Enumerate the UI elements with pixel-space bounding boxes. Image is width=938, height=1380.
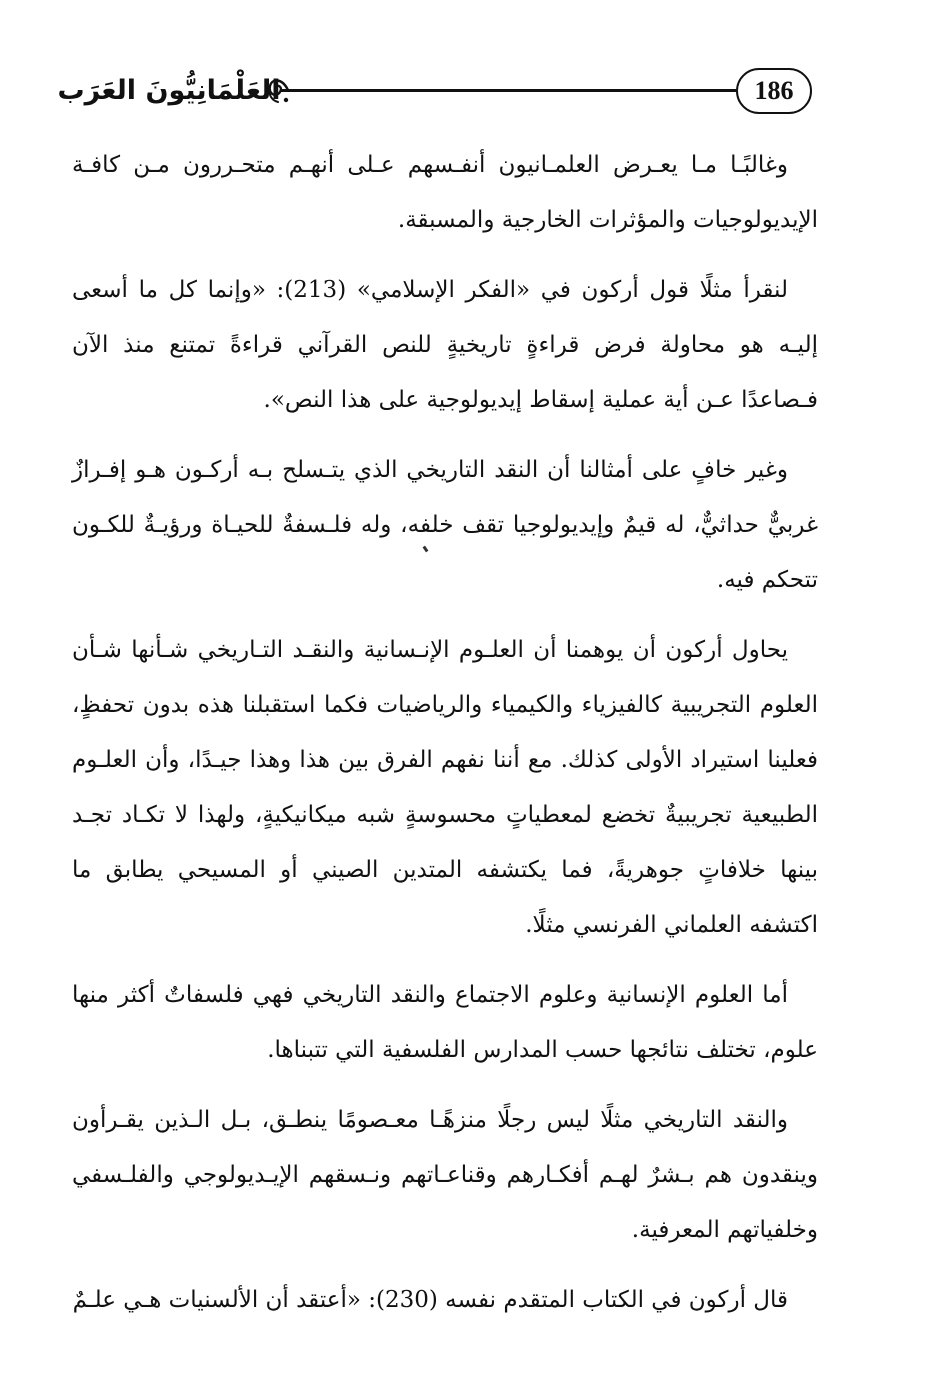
running-header [57, 62, 810, 118]
paragraph: يحاول أركون أن يوهمنا أن العلـوم الإنـسانية والنقـد التـاريخي شـأنها شـأن العلوم التجريبية كالفيزياء والكيمياء والرياضيات فكما استقبلنا هذه بدون تحفظٍ، فعلينا استيراد الأولى كذلك. مع أننا نفهم الفرق بين هذا وهذا جيـدًا، وأن العلـوم الطبيعية تجريبيةٌ تخضع لمعطياتٍ محسوسةٍ شبه ميكانيكيةٍ، ولهذا لا تكـاد تجـد بينها خلافاتٍ جوهريةً، فما يكتشفه المتدين الصيني أو المسيحي يطابق ما اكتشفه العلماني الفرنسي مثلًا. [72, 637, 818, 938]
paragraph: وغير خافٍ على أمثالنا أن النقد التاريخي الذي يتـسلح بـه أركـون هـو إفـرازٌ غربيٌّ حداثيٌّ، له قيمٌ وإيديولوجيا تقف خلفه، وله فلـسفةٌ للحيـاة ورؤيـةٌ للكـون تتحكم فيه. [72, 457, 818, 593]
header-rule [280, 89, 736, 92]
page-number: 186 [736, 68, 812, 114]
book-title: العَلْمَانِيُّونَ العَرَب [57, 74, 281, 106]
body-text [72, 138, 818, 1328]
paragraph: قال أركون في الكتاب المتقدم نفسه (230): «أعتقد أن الألسنيات هـي علـمٌ [72, 1287, 788, 1313]
paragraph: والنقد التاريخي مثلًا ليس رجلًا منزهًـا معـصومًا ينطـق، بـل الـذين يقـرأون وينقدون هم بـشرٌ لهـم أفكـارهم وقناعـاتهم ونـسقهم الإيـديولوجي والفلـسفي وخلفياتهم المعرفية. [72, 1107, 818, 1243]
paragraph: أما العلوم الإنسانية وعلوم الاجتماع والنقد التاريخي فهي فلسفاتٌ أكثر منها علوم، تختلف نتائجها حسب المدارس الفلسفية التي تتبناها. [72, 982, 818, 1063]
paragraph: لنقرأ مثلًا قول أركون في «الفكر الإسلامي» (213): «وإنما كل ما أسعى إليـه هو محاولة فرض قراءةٍ تاريخيةٍ للنص القرآني قراءةً تمتنع منذ الآن فـصاعدًا عـن أية عملية إسقاط إيديولوجية على هذا النص». [72, 277, 818, 413]
paragraph: وغالبًـا مـا يعـرض العلمـانيون أنفـسهم عـلى أنهـم متحـررون مـن كافـة الإيديولوجيات والمؤثرات الخارجية والمسبقة. [72, 152, 818, 233]
